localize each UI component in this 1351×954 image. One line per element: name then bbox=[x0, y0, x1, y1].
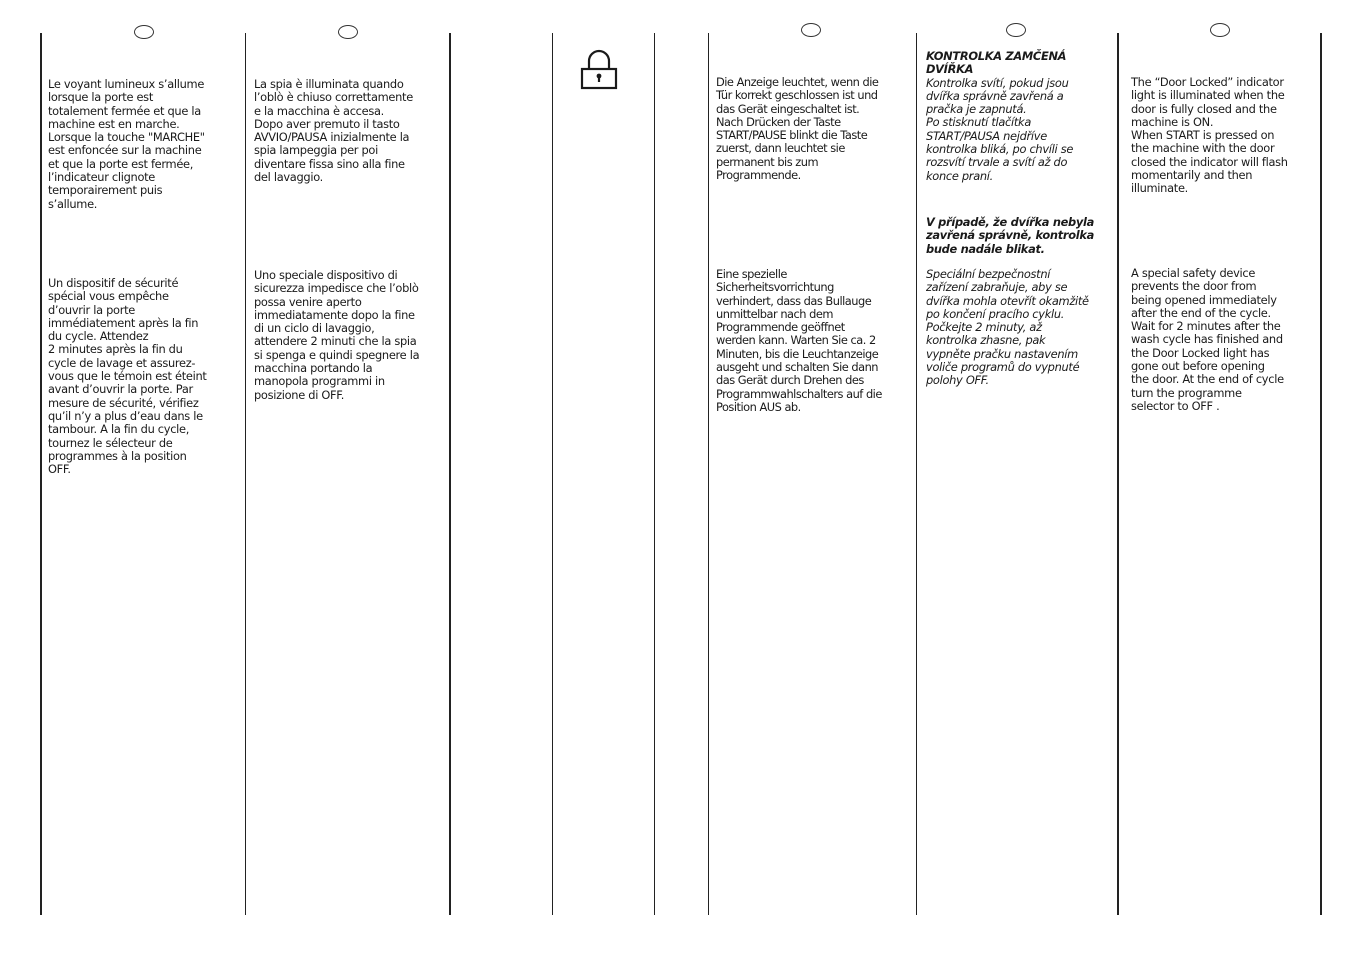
en-paragraph-safety: A special safety device prevents the door from being opened immediately after the end of the cycle. Wait for 2 minutes after the wash cycle has finished and the Door Locked light has gone out before opening the door. At the end of cycle turn the programme selector to OFF . bbox=[1131, 266, 1284, 413]
en-paragraph-indicator: The “Door Locked” indicator light is illuminated when the door is fully closed and the machine is ON. When START is pressed on the machine with the door closed the indicator will flash momentarily and then illuminate. bbox=[1131, 75, 1288, 196]
padlock-icon bbox=[579, 49, 619, 91]
cz-heading: KONTROLKA ZAMČENÁ DVÍŘKA bbox=[926, 49, 1067, 77]
language-marker-it bbox=[338, 25, 358, 39]
fr-paragraph-indicator: Le voyant lumineux s’allume lorsque la porte est totalement fermée et que la machine est en marche. Lorsque la touche "MARCHE" est enfoncée sur la machine et que la porte est fermée, l’indicateur clignote temporairement puis s’allume. bbox=[48, 77, 205, 211]
language-marker-cz bbox=[1006, 23, 1026, 37]
column-rule-5 bbox=[654, 33, 655, 915]
language-marker-en bbox=[1210, 23, 1230, 37]
column-french bbox=[48, 78, 230, 211]
column-italian bbox=[254, 78, 444, 184]
column-rule-6 bbox=[708, 33, 709, 915]
de-paragraph-safety: Eine spezielle Sicherheitsvorrichtung verhindert, dass das Bullauge unmittelbar nach dem Programmende geöffnet werden kann. Warten Sie ca. 2 Minuten, bis die Leuchtanzeige ausgeht und schalten Sie dann das Gerät durch Drehen des Programmwahlschalters auf die Position AUS ab. bbox=[716, 267, 882, 414]
column-english bbox=[1131, 76, 1317, 196]
it-paragraph-safety: Uno speciale dispositivo di sicurezza impedisce che l’oblò possa venire aperto immediatamente dopo la fine di un ciclo di lavaggio, attendere 2 minuti che la spia si spenga e quindi spegnere la macchina portando la manopola programmi in posizione di OFF. bbox=[254, 268, 420, 402]
column-german bbox=[716, 76, 908, 182]
cz-warning: V případě, že dvířka nebyla zavřená správně, kontrolka bude nadále blikat. bbox=[926, 215, 1095, 256]
column-rule-1 bbox=[40, 33, 42, 915]
column-czech-warning bbox=[926, 216, 1114, 256]
column-english-safety bbox=[1131, 267, 1317, 413]
column-italian-safety bbox=[254, 269, 446, 402]
fr-paragraph-safety: Un dispositif de sécurité spécial vous empêche d’ouvrir la porte immédiatement après la fin du cycle. Attendez 2 minutes après la fin du cycle de lavage et assurez- vous que le témoin est éteint avant d’ouvrir la porte. Par mesure de sécurité, vérifiez qu’il n’y a plus d’eau dans le tambour. A la fin du cycle, tournez le sélecteur de programmes à la position OFF. bbox=[48, 276, 207, 477]
column-rule-8 bbox=[1117, 33, 1119, 915]
cz-paragraph-indicator: Kontrolka svítí, pokud jsou dvířka správně zavřená a pračka je zapnutá. Po stisknutí tlačítka START/PAUSA nejdříve kontrolka bliká, po chvíli se rozsvítí trvale a svítí až do konce praní. bbox=[926, 75, 1074, 183]
cz-paragraph-safety: Speciální bezpečnostní zařízení zabraňuje, aby se dvířka mohla otevřít okamžitě po končení pracího cyklu. Počkejte 2 minuty, až kontrolka zhasne, pak vypněte pračku nastavením voliče programů do vypnuté polohy OFF. bbox=[926, 267, 1089, 388]
column-czech-safety bbox=[926, 268, 1114, 388]
column-rule-9 bbox=[1320, 33, 1322, 915]
de-paragraph-indicator: Die Anzeige leuchtet, wenn die Tür korrekt geschlossen ist und das Gerät eingeschaltet ist. Nach Drücken der Taste START/PAUSE blinkt die Taste zuerst, dann leuchtet sie permanent bis zum Programmende. bbox=[716, 75, 879, 183]
column-german-safety bbox=[716, 268, 908, 414]
column-french-safety bbox=[48, 277, 230, 476]
column-rule-7 bbox=[916, 33, 917, 915]
it-paragraph-indicator: La spia è illuminata quando l’oblò è chiuso correttamente e la macchina è accesa. Dopo aver premuto il tasto AVVIO/PAUSA inizialmente la spia lampeggia per poi diventare fissa sino alla fine del lavaggio. bbox=[254, 77, 413, 185]
column-czech bbox=[926, 50, 1114, 183]
column-rule-3 bbox=[449, 33, 451, 915]
language-marker-de bbox=[801, 23, 821, 37]
column-rule-2 bbox=[245, 33, 246, 915]
column-rule-4 bbox=[552, 33, 553, 915]
language-marker-fr bbox=[134, 25, 154, 39]
